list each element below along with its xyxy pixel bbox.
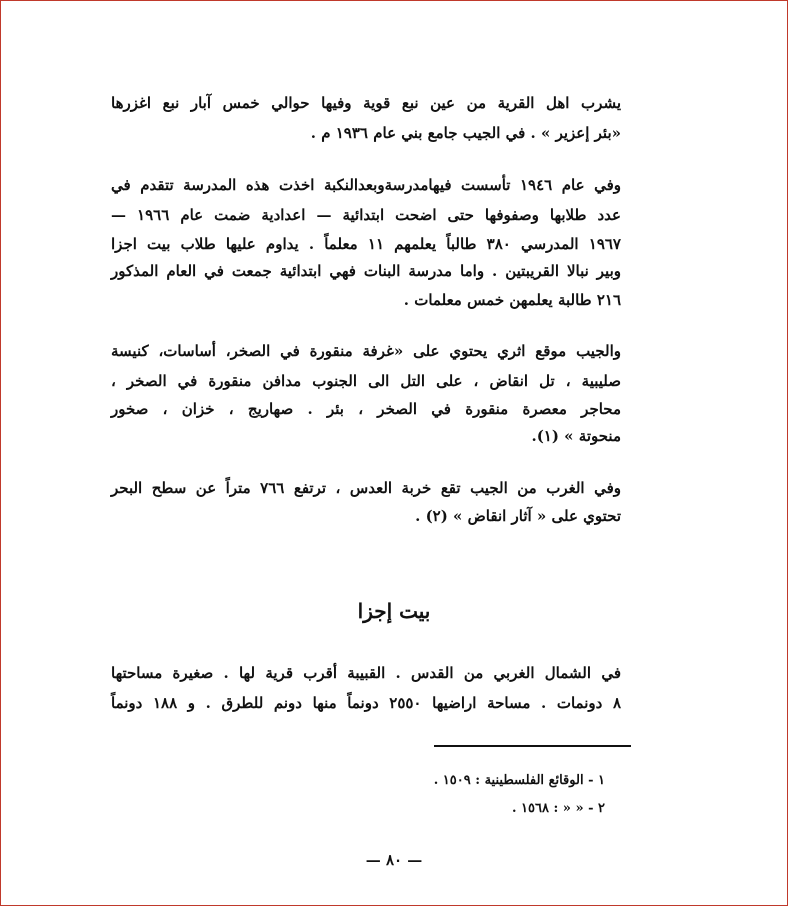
paragraph-2-line-3: ١٩٦٧ المدرسي ٣٨٠ طالباً يعلمهم ١١ معلماً . يداوم عليها طلاب بيت اجزا: [111, 235, 621, 253]
paragraph-3-line-4: منحوتة » (١).: [531, 427, 621, 445]
paragraph-1-line-2: «بئر إعزير » . في الجيب جامع بني عام ١٩٣٦ م .: [310, 124, 621, 142]
paragraph-2-line-4: وبير نبالا القريبتين . واما مدرسة البنات فهي ابتدائية جمعت في العام المذكور: [111, 262, 621, 280]
paragraph-4-line-1: وفي الغرب من الجيب تقع خربة العدس ، ترتفع ٧٦٦ متراً عن سطح البحر: [111, 479, 621, 497]
paragraph-1-line-1: يشرب اهل القرية من عين نبع قوية وفيها حوالي خمس آبار نبع اغزرها: [111, 94, 621, 112]
section-heading: بيت إجزا: [357, 599, 431, 623]
final-paragraph-line-2: ٨ دونمات . مساحة اراضيها ٢٥٥٠ دونماً منها دونم للطرق . و ١٨٨ دونماً: [111, 694, 622, 712]
page-number: — ٨٠ —: [365, 851, 423, 869]
footnote-1: ١ - الوقائع الفلسطينية : ١٥٠٩ .: [433, 773, 605, 788]
paragraph-3-line-2: صليبية ، تل انقاض ، على التل الى الجنوب مدافن منقورة في الصخر ،: [111, 372, 621, 390]
paragraph-4-line-2: تحتوي على « آثار انقاض » (٢) .: [415, 507, 621, 525]
paragraph-3-line-1: والجيب موقع اثري يحتوي على «غرفة منقورة في الصخر، أساسات، كنيسة: [111, 342, 621, 360]
paragraph-2-line-1: وفي عام ١٩٤٦ تأسست فيهامدرسةوبعدالنكبة اخذت هذه المدرسة تتقدم في: [111, 176, 622, 194]
footnote-divider: [434, 745, 631, 747]
paragraph-2-line-2: عدد طلابها وصفوفها حتى اضحت ابتدائية — اعدادية ضمت عام ١٩٦٦ —: [111, 206, 621, 224]
footnote-2: ٢ - « « : ١٥٦٨ .: [511, 801, 605, 816]
final-paragraph-line-1: في الشمال الغربي من القدس . القبيبة أقرب قرية لها . صغيرة مساحتها: [111, 664, 621, 682]
paragraph-2-line-5: ٢١٦ طالبة يعلمهن خمس معلمات .: [403, 291, 621, 309]
paragraph-3-line-3: محاجر معصرة منقورة في الصخر ، بئر . صهاريج ، خزان ، صخور: [111, 400, 621, 418]
